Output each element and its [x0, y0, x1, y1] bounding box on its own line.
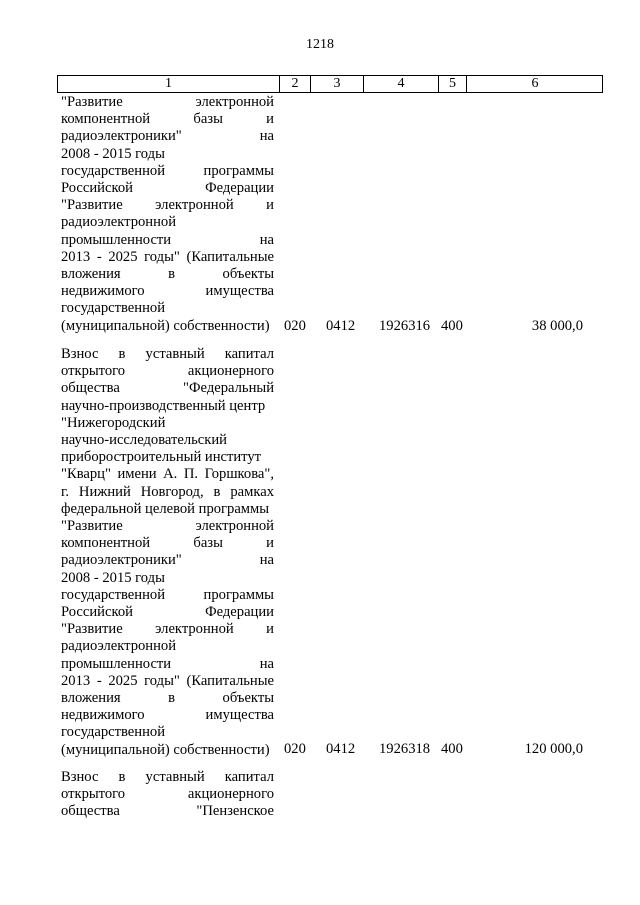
desc-line: компонентной базы и	[61, 111, 274, 128]
cell-col3: 0412	[326, 741, 356, 757]
row-description	[61, 94, 274, 335]
desc-line: 2008 - 2015 годы	[61, 569, 165, 586]
desc-line: Российской Федерации	[61, 180, 274, 197]
desc-line: радиоэлектронной	[61, 214, 177, 231]
page-number: 1218	[306, 37, 334, 52]
cell-col5: 400	[441, 318, 463, 334]
desc-line: научно-исследовательский	[61, 432, 227, 449]
desc-line: приборостроительный институт	[61, 449, 262, 466]
header-cell-4: 4	[397, 76, 405, 91]
table-row	[61, 94, 274, 335]
desc-line: государственной программы	[61, 586, 274, 603]
desc-line: государственной	[61, 300, 166, 317]
cell-col2: 020	[284, 741, 306, 757]
cell-col6: 38 000,0	[531, 318, 583, 334]
header-cell-3: 3	[333, 76, 341, 91]
desc-line: промышленности на	[61, 231, 274, 248]
desc-line: Российской Федерации	[61, 604, 274, 621]
desc-line: г. Нижний Новгород, в рамках	[61, 483, 274, 500]
desc-line: общества "Федеральный	[61, 380, 274, 397]
desc-line: радиоэлектронной	[61, 638, 177, 655]
cell-col2: 020	[284, 318, 306, 334]
desc-line: общества "Пензенское	[61, 803, 274, 820]
desc-line: "Развитие электронной и	[61, 621, 274, 638]
desc-line: (муниципальной) собственности)	[61, 317, 270, 334]
desc-line: недвижимого имущества	[61, 283, 274, 300]
desc-line: Взнос в уставный капитал	[61, 346, 274, 362]
desc-line: "Развитие электронной	[61, 94, 274, 110]
row-description	[61, 769, 274, 821]
table-header	[57, 75, 603, 93]
desc-line: недвижимого имущества	[61, 707, 274, 724]
desc-line: Взнос в уставный капитал	[61, 769, 274, 785]
desc-line: вложения в объекты	[61, 690, 274, 707]
desc-line: "Кварц" имени А. П. Горшкова",	[61, 466, 274, 483]
table-row	[61, 346, 274, 759]
desc-line: государственной программы	[61, 162, 274, 179]
desc-line: радиоэлектроники" на	[61, 128, 274, 145]
desc-line: открытого акционерного	[61, 786, 274, 803]
cell-col4: 1926316	[379, 318, 431, 334]
header-cell-1: 1	[165, 76, 172, 91]
desc-line: промышленности на	[61, 655, 274, 672]
desc-line: открытого акционерного	[61, 363, 274, 380]
desc-line: радиоэлектроники" на	[61, 552, 274, 569]
cell-col5: 400	[441, 741, 463, 757]
desc-line: государственной	[61, 724, 166, 741]
cell-col6: 120 000,0	[524, 741, 583, 757]
desc-line: компонентной базы и	[61, 535, 274, 552]
desc-line: "Развитие электронной	[61, 518, 274, 535]
desc-line: "Развитие электронной и	[61, 197, 274, 214]
cell-col4: 1926318	[379, 741, 431, 757]
header-cell-6: 6	[531, 76, 539, 91]
table-row	[61, 769, 274, 821]
desc-line: федеральной целевой программы	[61, 500, 270, 517]
desc-line: вложения в объекты	[61, 266, 274, 283]
desc-line: научно-производственный центр	[61, 397, 266, 414]
header-cell-2: 2	[291, 76, 299, 91]
desc-line: 2013 - 2025 годы" (Капитальные	[61, 672, 274, 689]
desc-line: 2008 - 2015 годы	[61, 145, 165, 162]
header-cell-5: 5	[449, 76, 456, 91]
row-description	[61, 346, 274, 759]
cell-col3: 0412	[326, 318, 356, 334]
desc-line: (муниципальной) собственности)	[61, 741, 270, 758]
desc-line: "Нижегородский	[61, 414, 166, 431]
desc-line: 2013 - 2025 годы" (Капитальные	[61, 248, 274, 265]
